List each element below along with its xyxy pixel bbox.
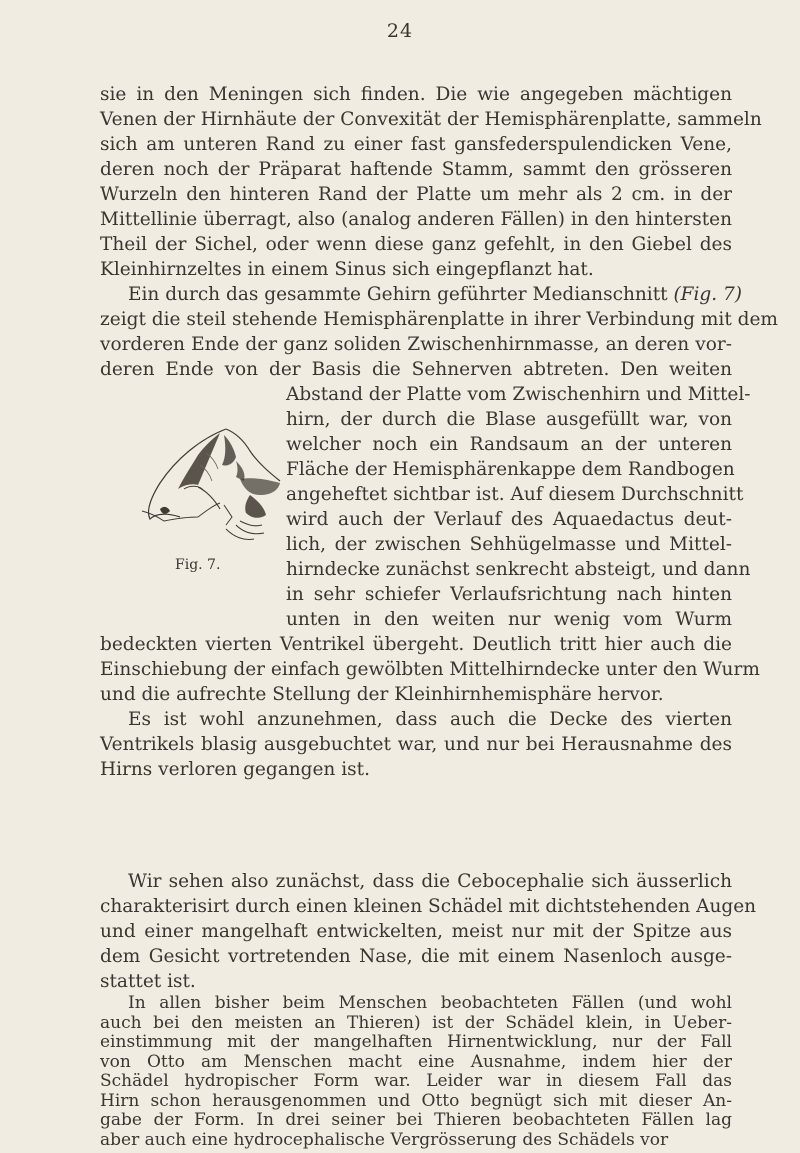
text-line: deren noch der Präparat haftende Stamm, sammt den grösseren [100, 159, 732, 180]
text-line: gabe der Form. In drei seiner bei Thieren beobachteten Fällen lag [100, 1110, 732, 1130]
text-span: Ein durch das gesammte Gehirn geführter Medianschnitt [128, 284, 674, 305]
text-line: auch bei den meisten an Thieren) ist der Schädel klein, in Ueber- [100, 1012, 732, 1033]
text-line: bedeckten vierten Ventrikel übergeht. Deutlich tritt hier auch die [100, 634, 732, 655]
text-line: Abstand der Platte vom Zwischenhirn und Mittel- [286, 384, 751, 405]
figure-reference: (Fig. 7) [673, 284, 743, 305]
text-line: wird auch der Verlauf des Aquaedactus deut- [286, 509, 732, 530]
text-line: sich am unteren Rand zu einer fast gansfederspulendicken Vene, [100, 134, 732, 155]
text-line: und einer mangelhaft entwickelten, meist nur mit der Spitze aus [100, 921, 732, 942]
text-line: sie in den Meningen sich finden. Die wie angegeben mächtigen [100, 84, 732, 105]
text-line: aber auch eine hydrocephalische Vergrösserung des Schädels vor [100, 1129, 669, 1150]
text-line: In allen bisher beim Menschen beobachteten Fällen (und wohl [128, 993, 732, 1013]
text-line: einstimmung mit der mangelhaften Hirnentwicklung, nur der Fall [100, 1032, 732, 1052]
text-line: in sehr schiefer Verlaufsrichtung nach hinten [286, 584, 732, 605]
text-line: lich, der zwischen Sehhügelmasse und Mittel- [286, 534, 732, 555]
text-line: zeigt die steil stehende Hemisphärenplatte in ihrer Verbindung mit dem [100, 309, 778, 330]
text-line: Hirns verloren gegangen ist. [100, 759, 370, 780]
text-line: dem Gesicht vortretenden Nase, die mit einem Nasenloch ausge- [100, 946, 732, 967]
text-line: Ventrikels blasig ausgebuchtet war, und nur bei Herausnahme des [100, 734, 732, 755]
text-line: hirn, der durch die Blase ausgefüllt war, von [286, 409, 732, 430]
text-line: vorderen Ende der ganz soliden Zwischenhirnmasse, an deren vor- [100, 334, 732, 355]
text-line-with-figure-ref [128, 282, 743, 307]
text-line: angeheftet sichtbar ist. Auf diesem Durchschnitt [286, 484, 744, 505]
text-line: Einschiebung der einfach gewölbten Mittelhirndecke unter den Wurm [100, 659, 760, 680]
text-line: welcher noch ein Randsaum an der unteren [286, 434, 732, 455]
text-line: hirndecke zunächst senkrecht absteigt, und dann [286, 559, 751, 580]
text-line: Schädel hydropischer Form war. Leider war in diesem Fall das [100, 1071, 732, 1091]
text-line: von Otto am Menschen macht eine Ausnahme, indem hier der [100, 1051, 732, 1072]
text-line: Wir sehen also zunächst, dass die Cebocephalie sich äusserlich [128, 871, 732, 892]
text-line: Mittellinie überragt, also (analog anderen Fällen) in den hintersten [100, 209, 732, 230]
text-line: deren Ende von der Basis die Sehnerven abtreten. Den weiten [100, 359, 732, 380]
text-line: charakterisirt durch einen kleinen Schädel mit dichtstehenden Augen [100, 896, 757, 917]
text-line: Venen der Hirnhäute der Convexität der Hemisphärenplatte, sammeln [100, 109, 762, 130]
text-line: Theil der Sichel, oder wenn diese ganz gefehlt, in den Giebel des [100, 234, 732, 255]
text-line: und die aufrechte Stellung der Kleinhirnhemisphäre hervor. [100, 684, 664, 705]
text-line: Es ist wohl anzunehmen, dass auch die Decke des vierten [128, 709, 732, 730]
text-line: Kleinhirnzeltes in einem Sinus sich eingepflanzt hat. [100, 259, 594, 280]
text-line: unten in den weiten nur wenig vom Wurm [286, 609, 732, 630]
text-line: stattet ist. [100, 971, 196, 992]
brain-median-section-illustration [140, 425, 286, 547]
text-line: Wurzeln den hinteren Rand der Platte um mehr als 2 cm. in der [100, 184, 732, 205]
text-line: Hirn schon herausgenommen und Otto begnügt sich mit dieser An- [100, 1090, 732, 1111]
text-line: Fläche der Hemisphärenkappe dem Randbogen [286, 459, 735, 480]
figure-caption: Fig. 7. [175, 557, 221, 573]
page-number: 24 [386, 20, 414, 42]
